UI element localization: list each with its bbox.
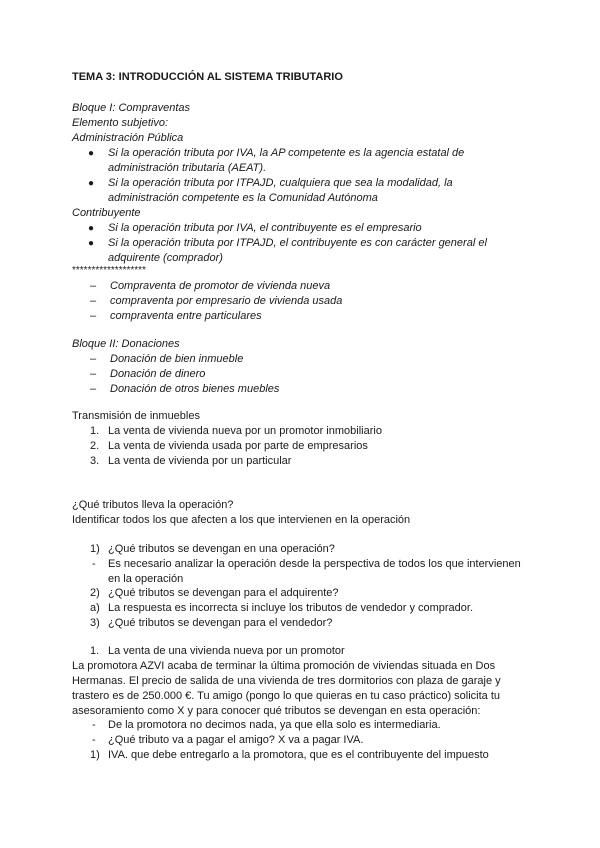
list-marker: 2. [90,440,100,452]
transmision-heading: Transmisión de inmuebles [72,410,200,422]
dash-marker: – [90,280,97,292]
contribuyente-heading: Contribuyente [72,207,141,219]
elemento-subjetivo-label: Elemento subjetivo: [72,117,168,129]
caso-heading: La venta de una vivienda nueva por un promotor [108,645,345,657]
transmision-item-3: La venta de vivienda por un particular [108,455,292,467]
bullet-icon: ● [88,148,95,159]
list-marker: 1. [90,645,100,657]
list-marker: 3) [90,617,100,629]
donacion-item-2: Donación de dinero [110,368,206,380]
dash-marker: – [90,368,97,380]
caso-paragraph-line-2: Hermanas. El precio de salida de una vivienda de tres dormitorios con plaza de garaje y [72,675,501,687]
contrib-bullet-2-line-1: Si la operación tributa por ITPAJD, el contribuyente es con carácter general el [108,237,487,249]
caso-paragraph-line-3: trastero es de 250.000 €. Tu amigo (pongo lo que quieras en tu caso práctico) solicita tu [72,690,501,702]
caso-item-1: De la promotora no decimos nada, ya que ella solo es intermediaria. [108,719,441,731]
admin-bullet-1-line-1: Si la operación tributa por IVA, la AP competente es la agencia estatal de [108,147,465,159]
list-marker: a) [90,602,100,614]
tributos-identify: Identificar todos los que afecten a los que intervienen en la operación [72,514,411,526]
compraventa-item-2: compraventa por empresario de vivienda usada [110,295,343,307]
list-marker: - [92,719,96,731]
list-marker: 3. [90,455,100,467]
compraventa-item-1: Compraventa de promotor de vivienda nueva [110,280,331,292]
bullet-icon: ● [88,223,95,234]
caso-paragraph-line-1: La promotora AZVI acaba de terminar la última promoción de viviendas situada en Dos [72,660,496,672]
tributos-item-1: ¿Qué tributos se devengan en una operación? [108,543,335,555]
bloque1-heading: Bloque I: Compraventas [72,102,191,114]
transmision-item-2: La venta de vivienda usada por parte de empresarios [108,440,368,452]
admin-bullet-2-line-2: administración competente es la Comunidad Autónoma [108,192,378,204]
admin-bullet-2-line-1: Si la operación tributa por ITPAJD, cualquiera que sea la modalidad, la [108,177,453,189]
list-marker: 1) [90,543,100,555]
caso-item-3: IVA. que debe entregarlo a la promotora, que es el contribuyente del impuesto [108,749,489,761]
tributos-question: ¿Qué tributos lleva la operación? [72,499,234,511]
page-title: TEMA 3: INTRODUCCIÓN AL SISTEMA TRIBUTARIO [72,71,343,83]
dash-marker: – [90,310,97,322]
admin-bullet-1-line-2: administración tributaria (AEAT). [108,162,267,174]
dash-marker: – [90,295,97,307]
compraventa-item-3: compraventa entre particulares [110,310,262,322]
contrib-bullet-2-line-2: adquirente (comprador) [108,252,223,264]
dash-marker: – [90,353,97,365]
bullet-icon: ● [88,178,95,189]
tributos-item-5: ¿Qué tributos se devengan para el vendedor? [108,617,333,629]
transmision-item-1: La venta de vivienda nueva por un promotor inmobiliario [108,425,382,437]
administracion-heading: Administración Pública [72,132,184,144]
tributos-item-4: La respuesta es incorrecta si incluye los tributos de vendedor y comprador. [108,602,474,614]
tributos-item-2-line-2: en la operación [108,573,184,585]
donacion-item-1: Donación de bien inmueble [110,353,244,365]
caso-paragraph-line-4: asesoramiento como X y para conocer qué tributos se devengan en esta operación: [72,705,481,717]
list-marker: - [92,558,96,570]
list-marker: 1. [90,425,100,437]
separator: ******************* [72,265,146,276]
tributos-item-2-line-1: Es necesario analizar la operación desde la perspectiva de todos los que intervienen [108,558,521,570]
contrib-bullet-1: Si la operación tributa por IVA, el contribuyente es el empresario [108,222,422,234]
bloque2-heading: Bloque II: Donaciones [72,338,180,350]
bullet-icon: ● [88,238,95,249]
dash-marker: – [90,383,97,395]
list-marker: 1) [90,749,100,761]
list-marker: 2) [90,587,100,599]
caso-item-2: ¿Qué tributo va a pagar el amigo? X va a pagar IVA. [108,734,364,746]
tributos-item-3: ¿Qué tributos se devengan para el adquirente? [108,587,339,599]
donacion-item-3: Donación de otros bienes muebles [110,383,280,395]
list-marker: - [92,734,96,746]
